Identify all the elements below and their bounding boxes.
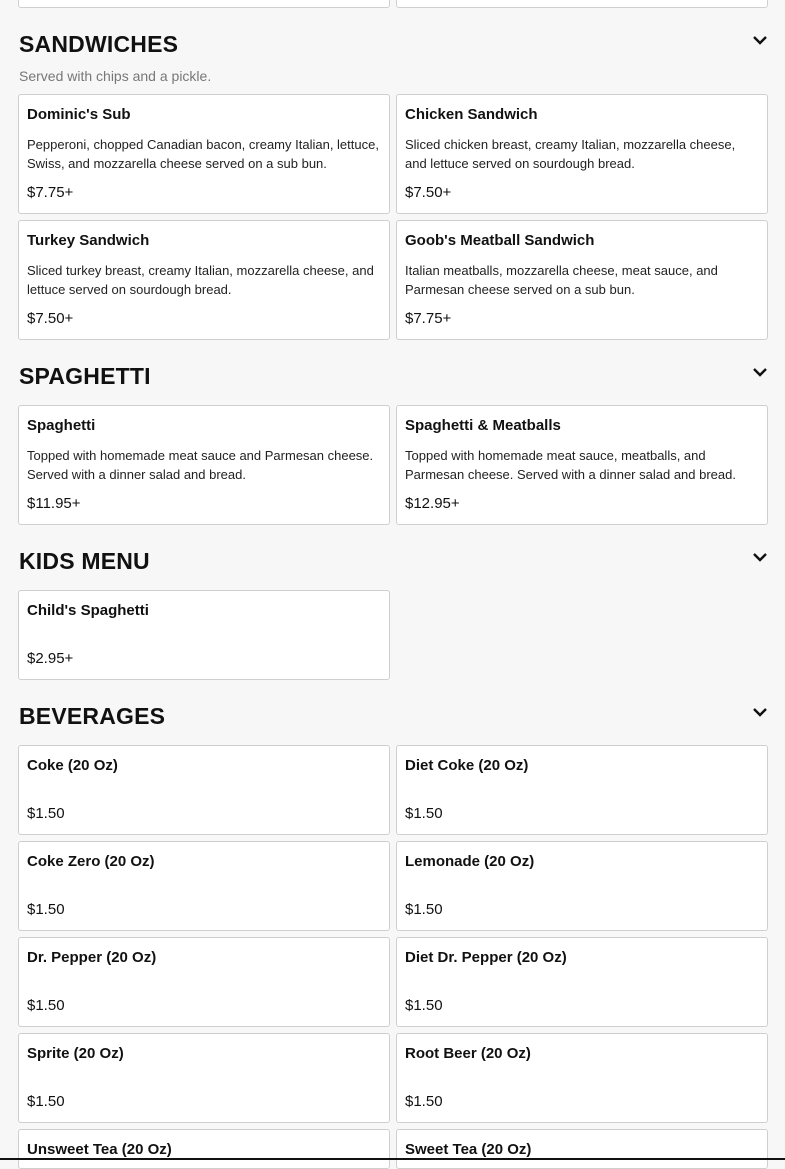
menu-item-card[interactable]: [18, 1129, 390, 1169]
section-title-beverages: BEVERAGES: [19, 703, 166, 729]
item-name: Diet Coke (20 Oz): [405, 757, 529, 774]
item-price: $1.50: [405, 1093, 443, 1110]
item-price: $2.95+: [27, 650, 74, 667]
item-description: Pepperoni, chopped Canadian bacon, creamy Italian, lettuce, Swiss, and mozzarella cheese served on a sub bun.: [27, 137, 379, 171]
menu-item-card[interactable]: [396, 405, 768, 525]
chevron-down-icon[interactable]: [751, 550, 769, 564]
menu-item-card[interactable]: [396, 937, 768, 1027]
chevron-down-icon[interactable]: [751, 365, 769, 379]
menu-item-card[interactable]: [18, 745, 390, 835]
menu-item-card[interactable]: [396, 1033, 768, 1123]
menu-item-card[interactable]: [18, 94, 390, 214]
item-description: Topped with homemade meat sauce and Parmesan cheese. Served with a dinner salad and bread.: [27, 448, 374, 482]
item-name: Sprite (20 Oz): [27, 1045, 124, 1062]
item-price: $11.95+: [27, 495, 81, 512]
item-description: Topped with homemade meat sauce, meatballs, and Parmesan cheese. Served with a dinner salad and bread.: [405, 448, 736, 482]
item-name: Turkey Sandwich: [27, 232, 150, 249]
item-name: Chicken Sandwich: [405, 106, 538, 123]
menu-item-card[interactable]: [18, 937, 390, 1027]
item-price: $7.75+: [405, 310, 452, 327]
menu-item-card[interactable]: [396, 94, 768, 214]
item-name: Coke Zero (20 Oz): [27, 853, 155, 870]
menu-item-card[interactable]: [396, 745, 768, 835]
item-name: Diet Dr. Pepper (20 Oz): [405, 949, 567, 966]
section-subtitle-sandwiches: Served with chips and a pickle.: [19, 68, 212, 84]
menu-item-card[interactable]: [18, 220, 390, 340]
item-price: $12.95+: [405, 495, 460, 512]
item-name: Dr. Pepper (20 Oz): [27, 949, 157, 966]
item-price: $1.50: [405, 901, 443, 918]
item-price: $1.50: [27, 901, 65, 918]
item-price: $1.50: [27, 1093, 65, 1110]
menu-item-card-partial[interactable]: [396, 0, 768, 8]
item-name: Dominic's Sub: [27, 106, 131, 123]
item-name: Spaghetti: [27, 417, 96, 434]
section-title-sandwiches: SANDWICHES: [19, 31, 179, 57]
menu-item-card-partial[interactable]: [18, 0, 390, 8]
menu-item-card[interactable]: [18, 1033, 390, 1123]
item-price: $7.50+: [27, 310, 74, 327]
item-name: Spaghetti & Meatballs: [405, 417, 561, 434]
menu-item-card[interactable]: [396, 1129, 768, 1169]
item-price: $7.75+: [27, 184, 74, 201]
menu-item-card[interactable]: [396, 841, 768, 931]
menu-item-card[interactable]: [18, 841, 390, 931]
chevron-down-icon[interactable]: [751, 705, 769, 719]
item-description: Sliced chicken breast, creamy Italian, mozzarella cheese, and lettuce served on sourdough bread.: [405, 137, 736, 171]
section-title-spaghetti: SPAGHETTI: [19, 363, 151, 389]
item-price: $1.50: [27, 805, 65, 822]
item-description: Italian meatballs, mozzarella cheese, meat sauce, and Parmesan cheese served on a sub bun.: [405, 263, 718, 297]
item-price: $1.50: [405, 805, 443, 822]
item-name: Child's Spaghetti: [27, 602, 149, 619]
chevron-down-icon[interactable]: [751, 33, 769, 47]
section-title-kids-menu: KIDS MENU: [19, 548, 150, 574]
item-price: $1.50: [27, 997, 65, 1014]
item-name: Coke (20 Oz): [27, 757, 118, 774]
menu-item-card[interactable]: [18, 405, 390, 525]
item-description: Sliced turkey breast, creamy Italian, mozzarella cheese, and lettuce served on sourdough bread.: [27, 263, 374, 297]
item-name: Unsweet Tea (20 Oz): [27, 1141, 172, 1158]
menu-item-card[interactable]: [18, 590, 390, 680]
item-name: Lemonade (20 Oz): [405, 853, 535, 870]
item-price: $1.50: [405, 997, 443, 1014]
menu-item-card[interactable]: [396, 220, 768, 340]
item-name: Sweet Tea (20 Oz): [405, 1141, 532, 1158]
item-name: Root Beer (20 Oz): [405, 1045, 531, 1062]
item-price: $7.50+: [405, 184, 452, 201]
item-name: Goob's Meatball Sandwich: [405, 232, 595, 249]
